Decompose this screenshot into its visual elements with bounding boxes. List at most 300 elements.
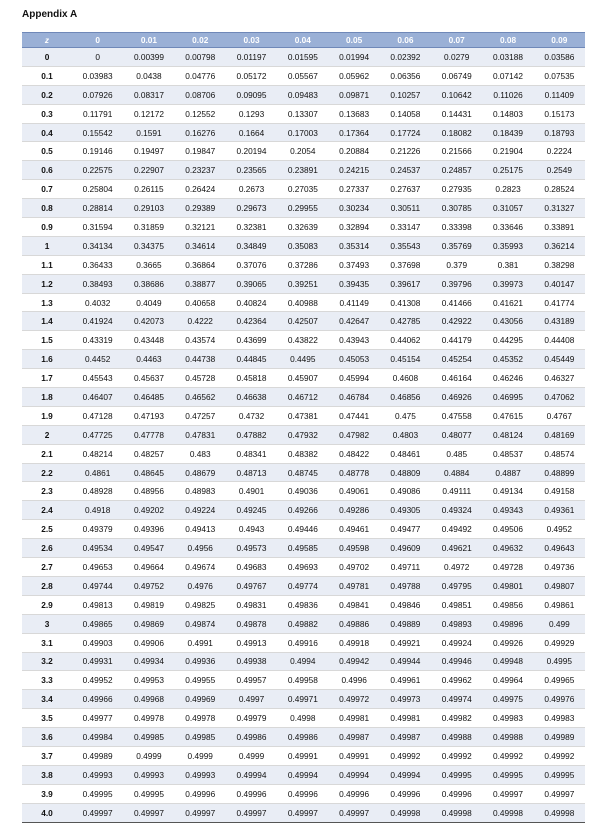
table-cell: 0.49992 [534,746,585,765]
table-cell: 0.49882 [277,614,328,633]
table-cell: 0.49985 [175,728,226,747]
table-row [22,425,585,444]
table-cell: 0.46638 [226,388,277,407]
table-cell: 0.49361 [534,501,585,520]
table-cell: 0.49869 [123,614,174,633]
table-cell: 0.49936 [175,652,226,671]
table-cell: 0.48645 [123,463,174,482]
table-cell: 0 [72,48,123,67]
table-cell: 0.27637 [380,180,431,199]
table-cell: 0.45907 [277,369,328,388]
table-row [22,690,585,709]
table-cell: 0.07535 [534,66,585,85]
table-cell: 0.49994 [328,765,379,784]
table-cell: 0.49994 [226,765,277,784]
table-cell: 0.37698 [380,255,431,274]
table-cell: 0.42507 [277,312,328,331]
table-cell: 0.49266 [277,501,328,520]
table-cell: 0.28814 [72,199,123,218]
table-cell: 0.499 [534,614,585,633]
table-row [22,595,585,614]
table-cell: 0.475 [380,406,431,425]
table-cell: 0.41466 [431,293,482,312]
table-row [22,633,585,652]
table-cell: 0.49975 [482,690,533,709]
table-cell: 0.31859 [123,218,174,237]
table-cell: 0.47831 [175,425,226,444]
table-cell: 0.21226 [380,142,431,161]
table-cell: 0.49962 [431,671,482,690]
table-cell: 0.48124 [482,425,533,444]
table-row [22,482,585,501]
row-z-value: 0.3 [22,104,72,123]
table-row [22,728,585,747]
table-cell: 0.22575 [72,161,123,180]
table-cell: 0.49942 [328,652,379,671]
table-cell: 0.30785 [431,199,482,218]
table-cell: 0.46164 [431,369,482,388]
table-cell: 0.49379 [72,520,123,539]
row-z-value: 2.5 [22,520,72,539]
table-container [22,32,585,823]
table-cell: 0.2054 [277,142,328,161]
table-cell: 0.49893 [431,614,482,633]
row-z-value: 0.5 [22,142,72,161]
table-cell: 0.47193 [123,406,174,425]
table-cell: 0.49896 [482,614,533,633]
table-cell: 0.49997 [123,803,174,822]
table-cell: 0.49774 [277,576,328,595]
table-cell: 0.11409 [534,85,585,104]
table-cell: 0.4918 [72,501,123,520]
table-cell: 0.49929 [534,633,585,652]
table-cell: 0.4887 [482,463,533,482]
table-cell: 0.49744 [72,576,123,595]
table-cell: 0.49819 [123,595,174,614]
table-cell: 0.49788 [380,576,431,595]
table-cell: 0.49997 [277,803,328,822]
table-cell: 0.49224 [175,501,226,520]
table-row [22,331,585,350]
table-cell: 0.381 [482,255,533,274]
table-cell: 0.49998 [380,803,431,822]
table-cell: 0.00399 [123,48,174,67]
table-cell: 0.09483 [277,85,328,104]
column-header: 0 [72,33,123,48]
table-cell: 0.4956 [175,539,226,558]
table-cell: 0.06356 [380,66,431,85]
table-cell: 0.49506 [482,520,533,539]
table-cell: 0.49997 [226,803,277,822]
table-cell: 0.49245 [226,501,277,520]
table-cell: 0.19497 [123,142,174,161]
table-cell: 0.49609 [380,539,431,558]
table-cell: 0.12552 [175,104,226,123]
table-cell: 0.48778 [328,463,379,482]
table-cell: 0.49996 [328,784,379,803]
row-z-value: 3.6 [22,728,72,747]
table-row [22,369,585,388]
table-cell: 0.37493 [328,255,379,274]
table-cell: 0.49825 [175,595,226,614]
table-cell: 0.33891 [534,218,585,237]
table-cell: 0.49711 [380,558,431,577]
table-cell: 0.49728 [482,558,533,577]
row-z-value: 0.7 [22,180,72,199]
table-cell: 0.48077 [431,425,482,444]
table-cell: 0.43189 [534,312,585,331]
table-cell: 0.49585 [277,539,328,558]
table-cell: 0.39251 [277,274,328,293]
table-row [22,293,585,312]
row-z-value: 2.8 [22,576,72,595]
table-cell: 0.49396 [123,520,174,539]
table-cell: 0.40824 [226,293,277,312]
table-row [22,539,585,558]
table-cell: 0.46712 [277,388,328,407]
table-cell: 0.48257 [123,444,174,463]
table-cell: 0.24537 [380,161,431,180]
table-cell: 0.49861 [534,595,585,614]
table-cell: 0.30234 [328,199,379,218]
table-cell: 0.25804 [72,180,123,199]
table-cell: 0.4972 [431,558,482,577]
table-cell: 0.47778 [123,425,174,444]
table-cell: 0.38877 [175,274,226,293]
table-cell: 0.32381 [226,218,277,237]
table-cell: 0.41308 [380,293,431,312]
table-cell: 0.33646 [482,218,533,237]
table-row [22,142,585,161]
table-cell: 0.49598 [328,539,379,558]
table-cell: 0.39617 [380,274,431,293]
table-cell: 0.44845 [226,350,277,369]
table-cell: 0.48745 [277,463,328,482]
table-cell: 0.03188 [482,48,533,67]
table-cell: 0.49961 [380,671,431,690]
table-cell: 0.4999 [123,746,174,765]
table-cell: 0.34134 [72,236,123,255]
row-z-value: 0.4 [22,123,72,142]
table-cell: 0.22907 [123,161,174,180]
table-cell: 0.48928 [72,482,123,501]
table-cell: 0.4996 [328,671,379,690]
table-cell: 0.28524 [534,180,585,199]
table-cell: 0.49958 [277,671,328,690]
table-cell: 0.4608 [380,369,431,388]
row-z-value: 3.4 [22,690,72,709]
table-cell: 0.49987 [328,728,379,747]
table-cell: 0.49989 [534,728,585,747]
table-cell: 0.32639 [277,218,328,237]
table-cell: 0.49086 [380,482,431,501]
table-cell: 0.40147 [534,274,585,293]
table-cell: 0.39973 [482,274,533,293]
table-cell: 0.33147 [380,218,431,237]
table-cell: 0.49111 [431,482,482,501]
table-cell: 0.49492 [431,520,482,539]
table-cell: 0.44408 [534,331,585,350]
table-cell: 0.0279 [431,48,482,67]
table-row [22,765,585,784]
table-cell: 0.20194 [226,142,277,161]
table-cell: 0.49134 [482,482,533,501]
table-cell: 0.49992 [431,746,482,765]
table-cell: 0.13683 [328,104,379,123]
table-cell: 0.43574 [175,331,226,350]
table-cell: 0.49886 [328,614,379,633]
table-cell: 0.4995 [534,652,585,671]
table-cell: 0.4994 [277,652,328,671]
table-cell: 0.4452 [72,350,123,369]
table-cell: 0.49993 [123,765,174,784]
table-cell: 0.49664 [123,558,174,577]
table-cell: 0.37076 [226,255,277,274]
row-z-value: 0.2 [22,85,72,104]
table-row [22,48,585,67]
table-cell: 0.47381 [277,406,328,425]
table-cell: 0.48169 [534,425,585,444]
table-row [22,784,585,803]
table-cell: 0.04776 [175,66,226,85]
table-cell: 0.29673 [226,199,277,218]
table-cell: 0.30511 [380,199,431,218]
table-cell: 0.14058 [380,104,431,123]
table-cell: 0.49977 [72,709,123,728]
row-z-value: 2.2 [22,463,72,482]
table-cell: 0.49998 [534,803,585,822]
table-cell: 0.16276 [175,123,226,142]
table-cell: 0.2673 [226,180,277,199]
column-header: 0.02 [175,33,226,48]
table-cell: 0.01994 [328,48,379,67]
row-z-value: 1.3 [22,293,72,312]
table-cell: 0.49921 [380,633,431,652]
table-cell: 0.49995 [534,765,585,784]
table-row [22,255,585,274]
table-row [22,803,585,822]
row-z-value: 3.2 [22,652,72,671]
table-cell: 0.49674 [175,558,226,577]
table-cell: 0.26424 [175,180,226,199]
table-cell: 0.49996 [431,784,482,803]
table-cell: 0.49995 [482,765,533,784]
table-row [22,388,585,407]
table-cell: 0.2224 [534,142,585,161]
table-cell: 0.49973 [380,690,431,709]
table-row [22,350,585,369]
table-cell: 0.34375 [123,236,174,255]
table-cell: 0.49994 [380,765,431,784]
row-z-value: 1.4 [22,312,72,331]
table-cell: 0.48956 [123,482,174,501]
table-row [22,444,585,463]
table-cell: 0.10642 [431,85,482,104]
table-cell: 0.48422 [328,444,379,463]
table-cell: 0.49781 [328,576,379,595]
table-cell: 0.49343 [482,501,533,520]
table-cell: 0.49653 [72,558,123,577]
table-cell: 0.05567 [277,66,328,85]
table-cell: 0.41621 [482,293,533,312]
table-cell: 0.4998 [277,709,328,728]
table-cell: 0.35314 [328,236,379,255]
table-row [22,218,585,237]
table-cell: 0.06749 [431,66,482,85]
table-row [22,161,585,180]
table-cell: 0.49953 [123,671,174,690]
table-cell: 0.44295 [482,331,533,350]
column-header: 0.07 [431,33,482,48]
table-cell: 0.48679 [175,463,226,482]
row-z-value: 3 [22,614,72,633]
table-cell: 0.45818 [226,369,277,388]
table-cell: 0.27935 [431,180,482,199]
table-cell: 0.49981 [380,709,431,728]
table-row [22,312,585,331]
table-cell: 0.49801 [482,576,533,595]
table-cell: 0.33398 [431,218,482,237]
table-cell: 0.49984 [72,728,123,747]
table-cell: 0.38298 [534,255,585,274]
table-cell: 0.49202 [123,501,174,520]
table-cell: 0.49324 [431,501,482,520]
table-cell: 0.4032 [72,293,123,312]
table-cell: 0.15542 [72,123,123,142]
table-cell: 0.46246 [482,369,533,388]
table-cell: 0.49972 [328,690,379,709]
table-cell: 0.47257 [175,406,226,425]
table-cell: 0.01595 [277,48,328,67]
table-cell: 0.49906 [123,633,174,652]
table-cell: 0.40658 [175,293,226,312]
table-row [22,746,585,765]
table-row [22,274,585,293]
table-cell: 0.45449 [534,350,585,369]
table-cell: 0.49903 [72,633,123,652]
table-cell: 0.32894 [328,218,379,237]
column-header: 0.08 [482,33,533,48]
row-z-value: 0.9 [22,218,72,237]
table-cell: 0.43056 [482,312,533,331]
table-cell: 0.45637 [123,369,174,388]
column-header: 0.05 [328,33,379,48]
table-cell: 0.38493 [72,274,123,293]
table-cell: 0.49752 [123,576,174,595]
table-cell: 0.48899 [534,463,585,482]
table-cell: 0.43699 [226,331,277,350]
table-cell: 0.49993 [72,765,123,784]
table-row [22,406,585,425]
table-cell: 0.31327 [534,199,585,218]
table-cell: 0.49061 [328,482,379,501]
table-cell: 0.49846 [380,595,431,614]
table-cell: 0.49813 [72,595,123,614]
table-cell: 0.46926 [431,388,482,407]
table-cell: 0.07142 [482,66,533,85]
table-cell: 0.43448 [123,331,174,350]
table-cell: 0.1664 [226,123,277,142]
row-z-value: 3.9 [22,784,72,803]
table-cell: 0.46995 [482,388,533,407]
table-cell: 0.48983 [175,482,226,501]
table-cell: 0.23891 [277,161,328,180]
table-cell: 0.21904 [482,142,533,161]
table-cell: 0.48382 [277,444,328,463]
table-cell: 0.483 [175,444,226,463]
table-cell: 0.49971 [277,690,328,709]
table-cell: 0.49998 [431,803,482,822]
table-cell: 0.47932 [277,425,328,444]
table-cell: 0.49968 [123,690,174,709]
table-cell: 0.35543 [380,236,431,255]
table-cell: 0.48341 [226,444,277,463]
row-z-value: 2.1 [22,444,72,463]
table-cell: 0.49938 [226,652,277,671]
table-cell: 0.24215 [328,161,379,180]
table-row [22,123,585,142]
table-cell: 0.2549 [534,161,585,180]
table-cell: 0.27035 [277,180,328,199]
table-cell: 0.42073 [123,312,174,331]
table-cell: 0.49988 [431,728,482,747]
table-cell: 0.43822 [277,331,328,350]
table-cell: 0.49982 [431,709,482,728]
table-cell: 0.49946 [431,652,482,671]
table-cell: 0.49989 [72,746,123,765]
table-cell: 0.26115 [123,180,174,199]
table-cell: 0.19146 [72,142,123,161]
column-header: 0.04 [277,33,328,48]
table-cell: 0.46485 [123,388,174,407]
table-cell: 0.4976 [175,576,226,595]
table-cell: 0.49987 [380,728,431,747]
table-cell: 0.49413 [175,520,226,539]
table-cell: 0.19847 [175,142,226,161]
table-cell: 0.49996 [175,784,226,803]
table-row [22,199,585,218]
table-cell: 0.09871 [328,85,379,104]
table-cell: 0.42364 [226,312,277,331]
row-z-value: 1.2 [22,274,72,293]
table-cell: 0.18793 [534,123,585,142]
table-row [22,85,585,104]
table-row [22,671,585,690]
table-cell: 0.49957 [226,671,277,690]
table-cell: 0.49997 [482,784,533,803]
table-cell: 0.49994 [277,765,328,784]
table-cell: 0.49918 [328,633,379,652]
table-cell: 0.27337 [328,180,379,199]
table-cell: 0.34849 [226,236,277,255]
row-z-value: 2.4 [22,501,72,520]
column-header: 0.06 [380,33,431,48]
table-cell: 0.47615 [482,406,533,425]
table-cell: 0.21566 [431,142,482,161]
table-cell: 0.08706 [175,85,226,104]
table-cell: 0.49985 [123,728,174,747]
row-z-value: 0 [22,48,72,67]
table-row [22,520,585,539]
table-cell: 0.49795 [431,576,482,595]
table-cell: 0.4767 [534,406,585,425]
table-cell: 0.47882 [226,425,277,444]
table-cell: 0.49976 [534,690,585,709]
table-cell: 0.49693 [277,558,328,577]
table-cell: 0.46327 [534,369,585,388]
table-cell: 0.45053 [328,350,379,369]
table-cell: 0.49995 [431,765,482,784]
